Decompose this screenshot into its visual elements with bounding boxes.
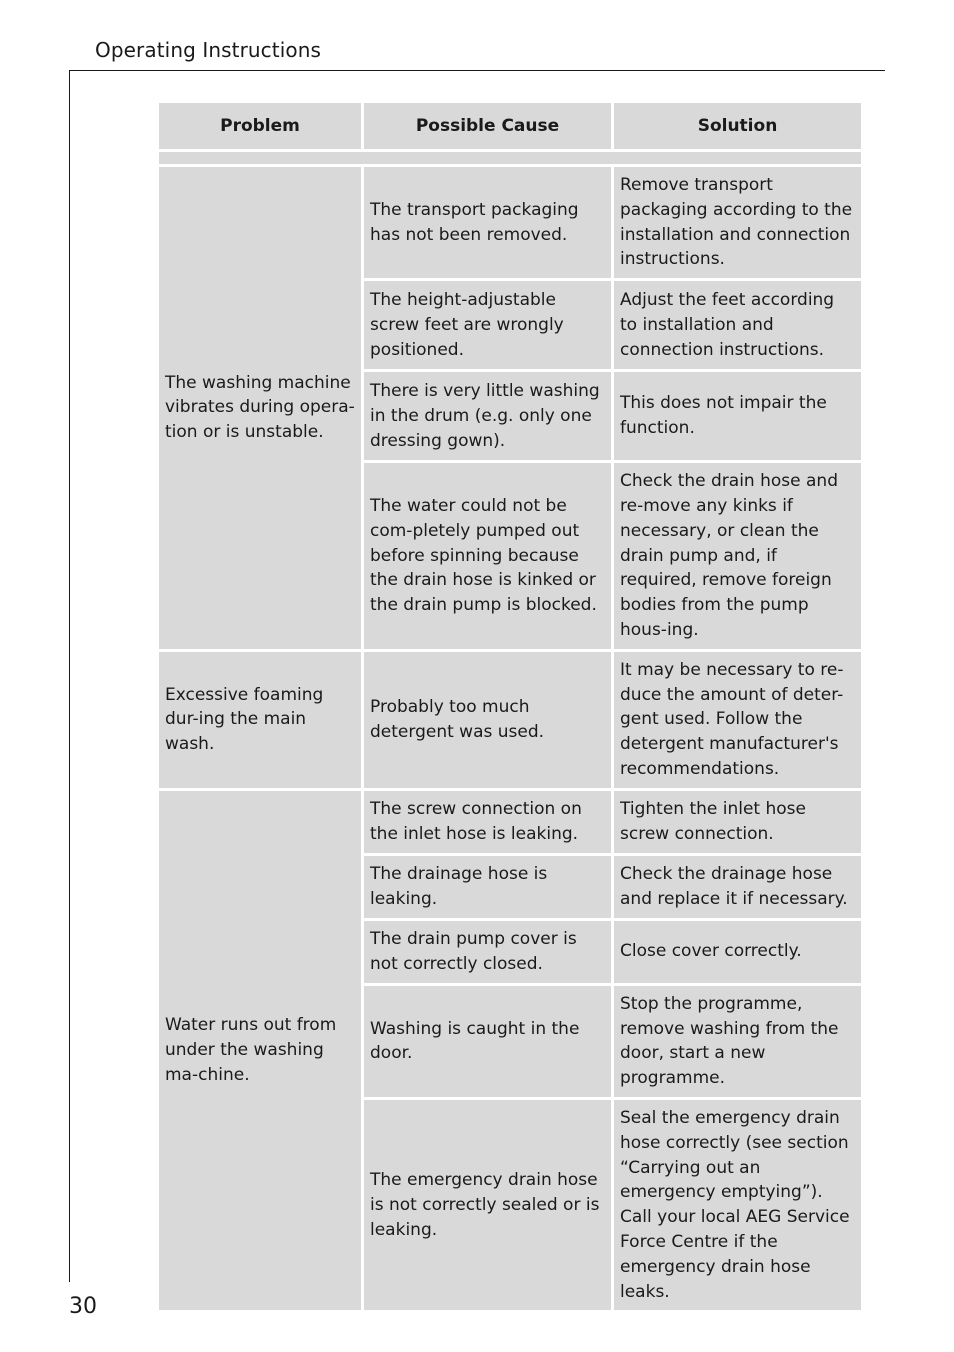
column-header-possible-cause: Possible Cause [364, 103, 611, 149]
cause-cell: There is very little washing in the drum (e.g. only one dressing gown). [364, 372, 611, 460]
problem-cell: Excessive foaming dur-ing the main wash. [159, 652, 361, 788]
cause-cell: The emergency drain hose is not correctly sealed or is leaking. [364, 1100, 611, 1310]
solution-cell: It may be necessary to re-duce the amount of deter-gent used. Follow the detergent manufacturer's recommendations. [614, 652, 861, 788]
cause-cell: The height-adjustable screw feet are wrongly positioned. [364, 281, 611, 369]
column-header-problem: Problem [159, 103, 361, 149]
cause-cell: The screw connection on the inlet hose is leaking. [364, 791, 611, 853]
solution-cell: Stop the programme, remove washing from the door, start a new programme. [614, 986, 861, 1097]
problem-cell: The washing machine vibrates during opera-tion or is unstable. [159, 167, 361, 649]
solution-cell: Check the drainage hose and replace it if necessary. [614, 856, 861, 918]
running-header-title: Operating Instructions [95, 38, 322, 62]
cause-cell: Probably too much detergent was used. [364, 652, 611, 788]
troubleshooting-table [156, 100, 864, 1313]
table-header-row [159, 103, 861, 149]
cause-cell: Washing is caught in the door. [364, 986, 611, 1097]
cause-cell: The drainage hose is leaking. [364, 856, 611, 918]
table-row [159, 791, 861, 853]
solution-cell: Close cover correctly. [614, 921, 861, 983]
table-row [159, 167, 861, 278]
cause-cell: The drain pump cover is not correctly closed. [364, 921, 611, 983]
margin-rule [69, 70, 70, 1282]
solution-cell: Tighten the inlet hose screw connection. [614, 791, 861, 853]
table-row [159, 652, 861, 788]
solution-cell: Remove transport packaging according to the installation and connection instructions. [614, 167, 861, 278]
solution-cell: Check the drain hose and re-move any kinks if necessary, or clean the drain pump and, if required, remove foreign bodies from the pump hous-ing. [614, 463, 861, 649]
page-number: 30 [69, 1294, 97, 1319]
solution-cell: Adjust the feet according to installation and connection instructions. [614, 281, 861, 369]
problem-cell: Water runs out from under the washing ma-chine. [159, 791, 361, 1311]
cause-cell: The transport packaging has not been removed. [364, 167, 611, 278]
column-header-solution: Solution [614, 103, 861, 149]
solution-cell: Seal the emergency drain hose correctly (see section “Carrying out an emergency emptying”). Call your local AEG Service Force Centre if the emergency drain hose leaks. [614, 1100, 861, 1310]
header-rule [69, 70, 885, 71]
cause-cell: The water could not be com-pletely pumped out before spinning because the drain hose is kinked or the drain pump is blocked. [364, 463, 611, 649]
solution-cell: This does not impair the function. [614, 372, 861, 460]
